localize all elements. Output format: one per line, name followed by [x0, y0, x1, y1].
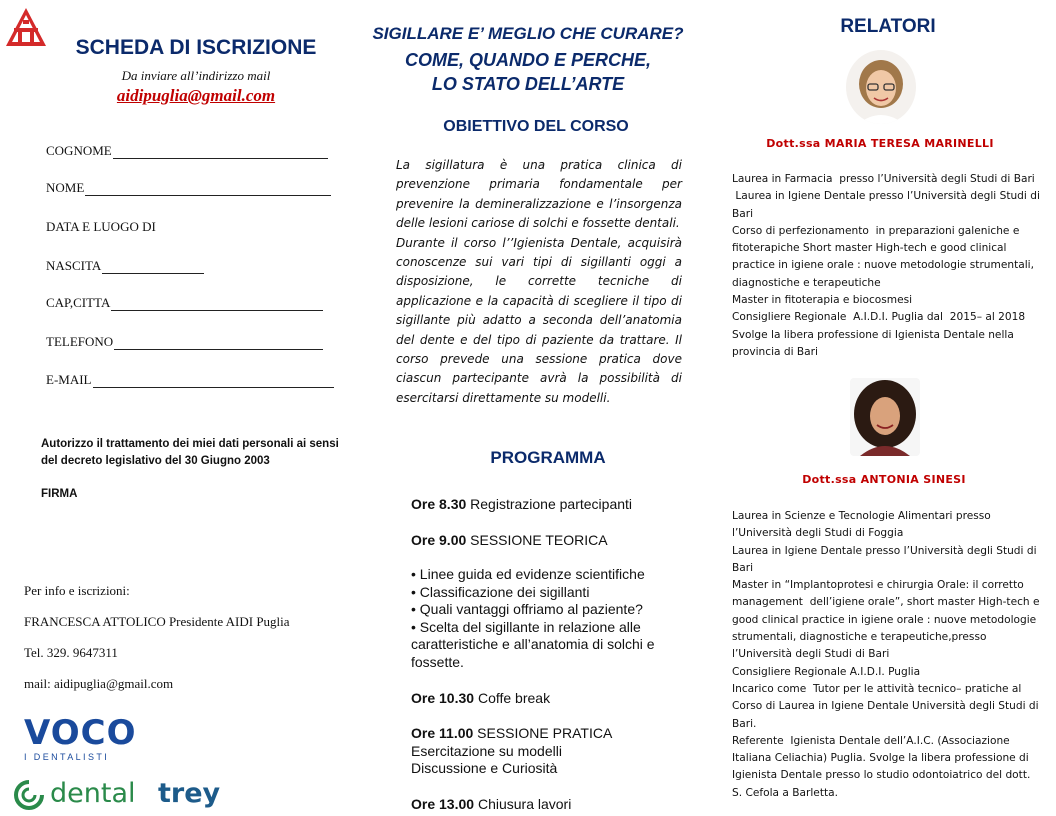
bio-item: Master in fitoterapia e biocosmesi — [732, 294, 913, 307]
program-detail: Esercitazione su modelli — [411, 742, 562, 759]
program-heading: PROGRAMMA — [490, 448, 606, 467]
form-subtitle: Da inviare all’indirizzo mail — [121, 68, 271, 83]
speaker-2-photo — [850, 378, 920, 456]
speaker-1-name: Dott.ssa MARIA TERESA MARINELLI — [766, 137, 994, 150]
program-text: Coffe break — [477, 690, 551, 706]
bio-item: Laurea in Igiene Dentale presso l’Università degli Studi di Bari — [732, 190, 1044, 220]
bio-item: Corso di perfezionamento in preparazioni galeniche e fitoterapiche Short master High-tech e good clinical practice in igiene orale : nuove metodologie strumentali, diagnostiche e terapeutiche — [732, 224, 1038, 289]
program-detail: Discussione e Curiosità — [411, 760, 558, 776]
field-cap-citta[interactable] — [46, 295, 323, 311]
program-time: Ore 9.00 — [411, 532, 467, 548]
course-title-line-2: COME, QUANDO E PERCHE, — [404, 50, 652, 70]
program-time: Ore 13.00 — [411, 796, 475, 812]
dental-text: dental — [50, 778, 136, 809]
bio-item: Laurea in Igiene Dentale presso l’Università degli Studi di Bari — [732, 544, 1040, 574]
course-column — [352, 0, 704, 816]
form-email-link[interactable]: aidipuglia@gmail.com — [116, 86, 276, 105]
speaker-1-portrait-icon — [846, 50, 916, 124]
info-phone: Tel. 329. 9647311 — [24, 645, 118, 660]
objective-paragraph: La sigillatura è una pratica clinica di prevenzione primaria fondamentale per prevenire la demineralizzazione e l’insorgenza delle lesioni cariose di solchi e fossette dentali. — [396, 158, 682, 231]
signature-label: FIRMA — [41, 488, 78, 500]
objective-paragraph: Durante il corso l’’Igienista Dentale, acquisirà conoscenze sui vari tipi di sigillanti oggi a disposizione, le corrette tecniche di applicazione e la capacità di scegliere il tipo di sigillante più adatto a seconda dell’anatomia del dente e del tipo di paziente da trattare. Il corso prevede una sessione pratica dove ciascun partecipante avrà la possibilità di esercitarsi direttamente su modelli. — [396, 235, 682, 405]
info-heading: Per info e iscrizioni: — [24, 583, 130, 598]
topic-item: • Linee guida ed evidenze scientifiche — [411, 566, 645, 582]
form-title: SCHEDA DI ISCRIZIONE — [75, 36, 317, 59]
bio-item: Svolge la libera professione di Igienista Dentale nella provincia di Bari — [732, 328, 1018, 358]
speakers-heading: RELATORI — [840, 16, 936, 37]
topic-item: • Classificazione dei sigillanti — [411, 583, 590, 600]
field-nascita[interactable] — [46, 258, 204, 274]
bio-item: Referente Igienista Dentale dell’A.I.C. (Associazione Italiana Celiachia) Puglia. Svolge la libera professione di Igienista Dentale presso lo studio odontoiatrico del dott. S. Cefola a Barletta. — [732, 734, 1034, 799]
field-cognome[interactable] — [46, 143, 328, 159]
field-line[interactable] — [93, 376, 334, 388]
program-time: Ore 8.30 — [411, 496, 467, 512]
field-line[interactable] — [102, 262, 204, 274]
speaker-2-portrait-icon — [850, 378, 920, 456]
field-label: TELEFONO — [46, 334, 114, 349]
objective-text — [396, 156, 682, 408]
field-label: CAP,CITTA — [46, 295, 111, 310]
program-text: Registrazione partecipanti — [470, 496, 633, 512]
voco-logo-subtitle: I DENTALISTI — [24, 752, 110, 762]
topic-item: • Scelta del sigillante in relazione alle caratteristiche e all’anatomia di solchi e fossette. — [411, 618, 655, 670]
field-line[interactable] — [113, 147, 328, 159]
speaker-2-bio — [732, 508, 1043, 802]
registration-column — [0, 0, 352, 816]
voco-logo — [24, 713, 140, 764]
speaker-1-bio — [732, 171, 1044, 361]
program-item — [411, 532, 701, 550]
aidi-logo-icon — [4, 6, 48, 50]
bio-item: Laurea in Scienze e Tecnologie Alimentari presso l’Università degli Studi di Foggia — [732, 510, 995, 540]
info-contact: FRANCESCA ATTOLICO Presidente AIDI Puglia — [24, 614, 290, 629]
field-line[interactable] — [111, 299, 323, 311]
program-item — [411, 496, 701, 514]
bio-item: Consigliere Regionale A.I.D.I. Puglia — [732, 665, 921, 678]
privacy-consent: Autorizzo il trattamento dei miei dati personali ai sensi del decreto legislativo del 30 Giugno 2003 — [41, 438, 339, 467]
program-item — [411, 796, 701, 814]
bio-item: Consigliere Regionale A.I.D.I. Puglia dal 2015– al 2018 — [732, 311, 1026, 324]
program-text: SESSIONE TEORICA — [470, 532, 608, 548]
bio-item: Laurea in Farmacia presso l’Università degli Studi di Bari — [732, 173, 1035, 185]
field-line[interactable] — [114, 338, 323, 350]
field-label: NOME — [46, 180, 85, 195]
program-time: Ore 11.00 — [411, 725, 474, 741]
dental-trey-swirl-icon — [12, 778, 46, 812]
dental-trey-logo — [12, 778, 222, 812]
program-item — [411, 725, 701, 778]
field-label: NASCITA — [46, 258, 102, 273]
program-time: Ore 10.30 — [411, 690, 475, 706]
speaker-2-name: Dott.ssa ANTONIA SINESI — [802, 473, 966, 486]
program-text: Chiusura lavori — [477, 796, 572, 812]
field-telefono[interactable] — [46, 334, 323, 350]
field-nome[interactable] — [46, 180, 331, 196]
field-label: COGNOME — [46, 143, 112, 158]
trey-text: trey — [158, 778, 221, 809]
objective-heading: OBIETTIVO DEL CORSO — [443, 118, 629, 135]
field-label: DATA E LUOGO DI — [46, 219, 156, 234]
field-line[interactable] — [85, 184, 331, 196]
program-topics — [411, 566, 693, 671]
speakers-column — [704, 0, 1056, 816]
field-email[interactable] — [46, 372, 334, 388]
info-mail: mail: aidipuglia@gmail.com — [24, 676, 174, 691]
course-title-line-3: LO STATO DELL’ARTE — [431, 74, 625, 94]
field-data-luogo — [46, 219, 156, 235]
program-item — [411, 690, 701, 708]
speaker-1-photo — [846, 50, 916, 124]
course-title-line-1: SIGILLARE E’ MEGLIO CHE CURARE? — [372, 24, 684, 43]
voco-logo-text: VOCO — [24, 713, 137, 753]
program-text: SESSIONE PRATICA — [477, 725, 613, 741]
bio-item: Master in “Implantoprotesi e chirurgia Orale: il corretto management dell’igiene orale”, short master High-tech e good clinical practice in igiene orale : nuove metodologie strumentali, diagnostiche e terapeutiche,presso l’Università degli Studi di Bari — [732, 579, 1043, 661]
field-label: E-MAIL — [46, 372, 92, 387]
bio-item: Incarico come Tutor per le attività tecnico– pratiche al Corso di Laurea in Igiene Dentale Università degli Studi di Bari. — [732, 682, 1042, 730]
topic-item: • Quali vantaggi offriamo al paziente? — [411, 601, 643, 617]
